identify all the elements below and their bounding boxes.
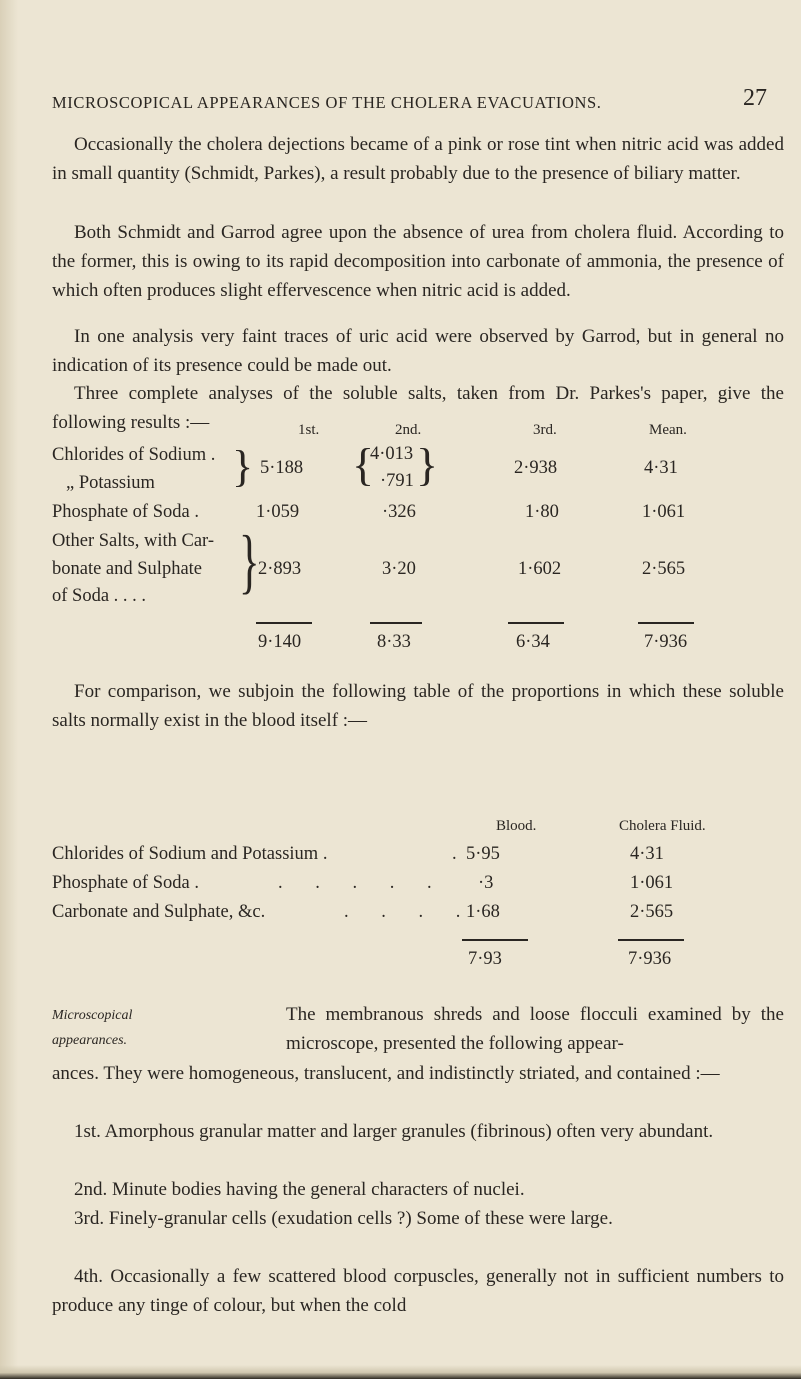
row-label-chlorides: Chlorides of Sodium and Potassium . bbox=[52, 844, 328, 864]
list-item-4: 4th. Occasionally a few scattered blood corpuscles, generally not in sufficient numbers to produce any tinge of colour, but when the cold bbox=[52, 1266, 784, 1317]
row-label-other-salts: Other Salts, with Car- bbox=[52, 531, 214, 551]
cell-other-1st: 2·893 bbox=[258, 559, 302, 579]
row-label-other-salts: bonate and Sulphate bbox=[52, 559, 203, 579]
paragraph-uric-acid: In one analysis very faint traces of uric acid were observed by Garrod, but in general no indication of its presence could be made out. bbox=[52, 326, 784, 377]
cell-chlorides-blood: 5·95 bbox=[466, 844, 500, 864]
cell-carbonate-blood: 1·68 bbox=[466, 902, 500, 922]
sum-rule bbox=[508, 622, 564, 624]
cell-phosphate-2nd: ·326 bbox=[382, 502, 416, 522]
brace-right: } bbox=[238, 521, 260, 601]
row-label-potassium: „ Potassium bbox=[66, 473, 155, 493]
cell-phosphate-blood: ·3 bbox=[478, 873, 494, 893]
cell-phosphate-1st: 1·059 bbox=[256, 502, 300, 522]
col-header-1st: 1st. bbox=[298, 422, 320, 438]
cell-carbonate-cholera: 2·565 bbox=[630, 902, 674, 922]
cell-phosphate-cholera: 1·061 bbox=[630, 873, 674, 893]
total-cholera: 7·936 bbox=[628, 949, 672, 969]
list-item-1: 1st. Amorphous granular matter and larger granules (fibrinous) often very abundant. bbox=[74, 1121, 714, 1142]
col-header-cholera: Cholera Fluid. bbox=[619, 818, 706, 834]
total-blood: 7·93 bbox=[468, 949, 502, 969]
running-header bbox=[52, 85, 767, 113]
cell-chlorides-cholera: 4·31 bbox=[630, 844, 664, 864]
cell-chlorides-1st: 5·188 bbox=[260, 458, 304, 478]
brace-right: } bbox=[232, 442, 254, 491]
cell-phosphate-mean: 1·061 bbox=[642, 502, 686, 522]
margin-note bbox=[52, 1008, 132, 1024]
leader-dots: . . . . . bbox=[278, 873, 446, 893]
cell-chlorides-2nd-b: ·791 bbox=[380, 471, 414, 491]
leader-dots: . bbox=[452, 844, 457, 864]
paragraph-urea: Both Schmidt and Garrod agree upon the absence of urea from cholera fluid. According to the former, this is owing to its rapid decomposition into carbonate of ammonia, the presence of which often produces slight effervescence when nitric acid is added. bbox=[52, 222, 784, 302]
cell-chlorides-mean: 4·31 bbox=[644, 458, 678, 478]
page-gutter-shadow bbox=[0, 0, 18, 1379]
row-label-phosphate: Phosphate of Soda . bbox=[52, 502, 199, 522]
margin-note bbox=[52, 1033, 127, 1049]
list-item-2: 2nd. Minute bodies having the general characters of nuclei. bbox=[74, 1179, 525, 1200]
cell-chlorides-3rd: 2·938 bbox=[514, 458, 558, 478]
col-header-blood: Blood. bbox=[496, 818, 537, 834]
col-header-mean: Mean. bbox=[649, 422, 687, 438]
sum-rule bbox=[638, 622, 694, 624]
running-title: MICROSCOPICAL APPEARANCES OF THE CHOLERA EVACUATIONS. bbox=[52, 93, 602, 112]
paragraph-comparison: For comparison, we subjoin the following table of the proportions in which these soluble salts normally exist in the blood itself :— bbox=[52, 681, 784, 732]
sum-rule bbox=[370, 622, 422, 624]
col-header-2nd: 2nd. bbox=[395, 422, 422, 438]
paragraph-pink-tinge: Occasionally the cholera dejections became of a pink or rose tint when nitric acid was added in small quantity (Schmidt, Parkes), a result probably due to the presence of biliary matter. bbox=[52, 134, 784, 185]
total-2nd: 8·33 bbox=[377, 632, 411, 652]
list-item-3: 3rd. Finely-granular cells (exudation cells ?) Some of these were large. bbox=[74, 1208, 613, 1229]
col-header-3rd: 3rd. bbox=[533, 422, 557, 438]
sum-rule bbox=[618, 939, 684, 941]
cell-chlorides-2nd-a: 4·013 bbox=[370, 444, 414, 464]
brace-right: } bbox=[416, 439, 439, 490]
row-label-phosphate: Phosphate of Soda . bbox=[52, 873, 199, 893]
total-mean: 7·936 bbox=[644, 632, 688, 652]
cell-other-mean: 2·565 bbox=[642, 559, 686, 579]
sum-rule bbox=[256, 622, 312, 624]
paragraph-analyses-intro: Three complete analyses of the soluble salts, taken from Dr. Parkes's paper, give the following results :— bbox=[52, 383, 784, 434]
paragraph-microscopical-first-line: The membranous shreds and loose flocculi examined by the microscope, presented the following appear- bbox=[286, 1004, 784, 1055]
row-label-other-salts: of Soda . . . . bbox=[52, 586, 147, 606]
row-label-carbonate: Carbonate and Sulphate, &c. bbox=[52, 902, 266, 922]
row-label-chlorides-sodium: Chlorides of Sodium . bbox=[52, 445, 216, 465]
total-1st: 9·140 bbox=[258, 632, 302, 652]
margin-note-line: appearances. bbox=[52, 1033, 128, 1048]
sum-rule bbox=[462, 939, 528, 941]
leader-dots: . . . . bbox=[344, 902, 475, 922]
cell-other-3rd: 1·602 bbox=[518, 559, 562, 579]
cell-other-2nd: 3·20 bbox=[382, 559, 416, 579]
cell-phosphate-3rd: 1·80 bbox=[525, 502, 559, 522]
page-number: 27 bbox=[743, 85, 767, 111]
total-3rd: 6·34 bbox=[516, 632, 550, 652]
brace-left: { bbox=[352, 439, 375, 490]
page-bottom-edge bbox=[0, 1365, 801, 1379]
paragraph-microscopical: ances. They were homogeneous, translucent, and indistinctly striated, and contained :— bbox=[52, 1063, 720, 1084]
margin-note-line: Microscopical bbox=[52, 1008, 133, 1023]
